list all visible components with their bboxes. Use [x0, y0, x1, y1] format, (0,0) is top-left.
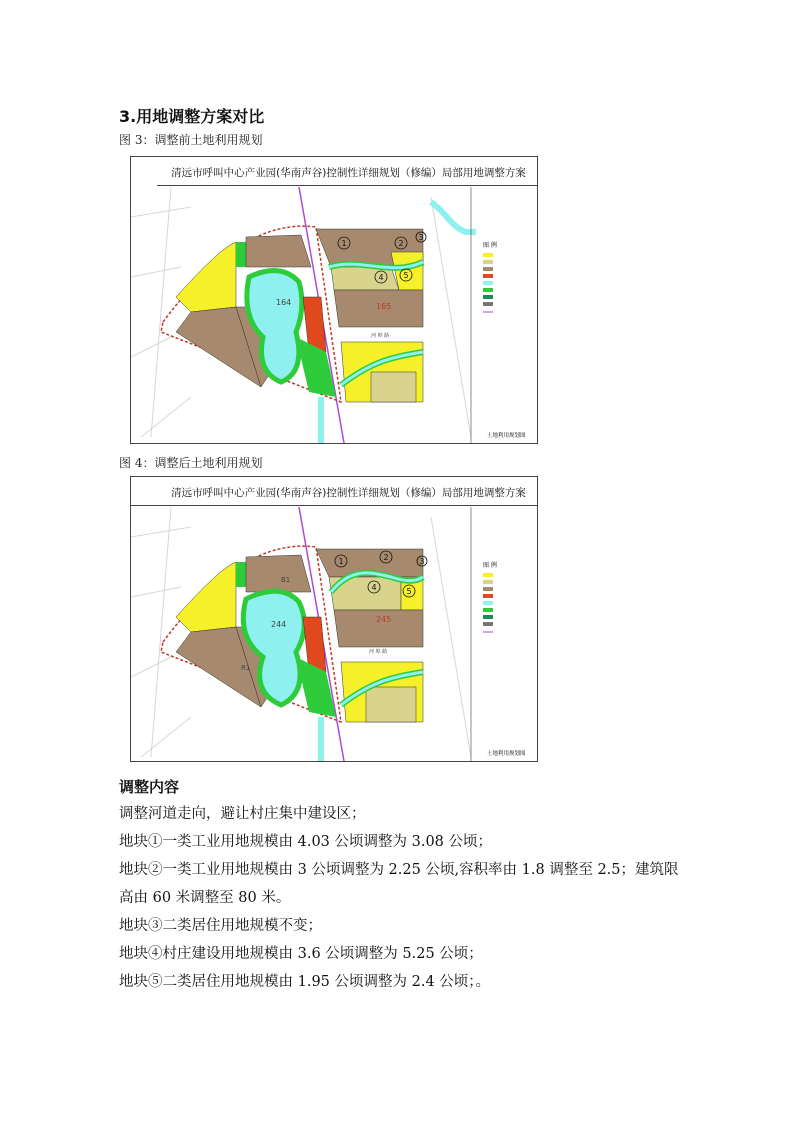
circle-4: 4 — [378, 273, 384, 282]
lot-code-b1: B1 — [281, 576, 291, 584]
figure3-map — [130, 156, 538, 444]
paragraph-3: 地块②一类工业用地规模由 3 公顷调整为 2.25 公顷,容积率由 1.8 调整至 2.5；建筑限高由 60 米调整至 80 米。 — [119, 862, 679, 906]
legend-title: 图 例 — [483, 242, 497, 249]
figure3-plan-drawing — [131, 157, 537, 443]
section-title: 3.用地调整方案对比 — [119, 107, 265, 126]
content-heading: 调整内容 — [119, 778, 180, 796]
circle-4: 4 — [371, 583, 377, 592]
lot-code-165: 165 — [376, 302, 392, 311]
footer-note: 土地利用规划图 — [487, 433, 526, 439]
figure3-caption: 图 3：调整前土地利用规划 — [119, 133, 263, 147]
road-label: 河 埠 路 — [371, 333, 390, 339]
footer-note: 土地利用规划图 — [487, 751, 526, 757]
paragraph-5: 地块④村庄建设用地规模由 3.6 公顷调整为 5.25 公顷； — [119, 946, 483, 962]
legend-title: 图 例 — [483, 562, 497, 569]
circle-3: 3 — [418, 233, 424, 242]
circle-5: 5 — [403, 271, 409, 280]
paragraph-6: 地块⑤二类居住用地规模由 1.95 公顷调整为 2.4 公顷；。 — [119, 974, 491, 990]
circle-1: 1 — [341, 239, 347, 248]
paragraph-4: 地块③二类居住用地规模不变； — [119, 918, 322, 934]
paragraph-1: 调整河道走向，避让村庄集中建设区； — [119, 806, 366, 822]
figure3-map-title: 清远市呼叫中心产业园(华南声谷)控制性详细规划（修编）局部用地调整方案 — [171, 167, 526, 179]
lot-code-245: 245 — [376, 615, 392, 624]
circle-3: 3 — [419, 557, 425, 566]
paragraph-2: 地块①一类工业用地规模由 4.03 公顷调整为 3.08 公顷； — [119, 834, 493, 850]
figure4-map-title: 清远市呼叫中心产业园(华南声谷)控制性详细规划（修编）局部用地调整方案 — [171, 487, 526, 499]
lot-code-r1: R1 — [241, 664, 251, 672]
circle-5: 5 — [406, 587, 412, 596]
figure4-plan-drawing — [131, 477, 537, 761]
road-label: 河 埠 路 — [369, 649, 388, 655]
circle-2: 2 — [383, 553, 389, 562]
lot-code-244: 244 — [271, 620, 287, 629]
lot-code-164: 164 — [276, 298, 292, 307]
figure4-map — [130, 476, 538, 762]
circle-2: 2 — [398, 239, 404, 248]
circle-1: 1 — [338, 557, 344, 566]
figure4-caption: 图 4：调整后土地利用规划 — [119, 456, 263, 470]
